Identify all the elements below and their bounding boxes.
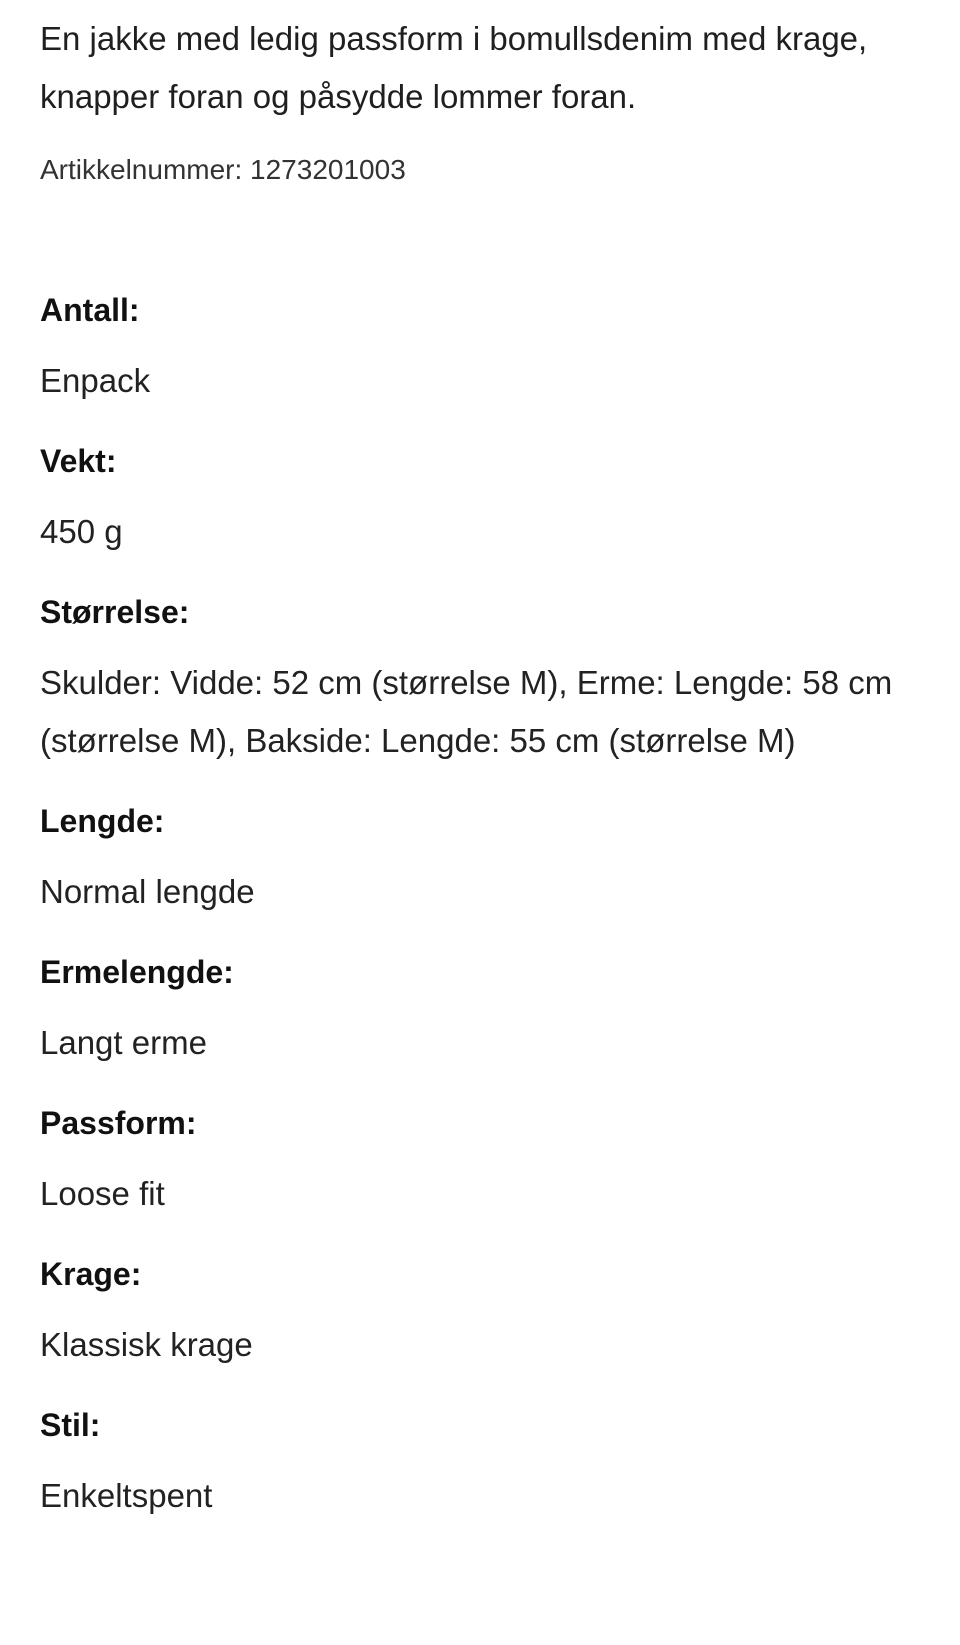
article-number: Artikkelnummer: 1273201003 (40, 154, 406, 185)
attribute-weight (40, 441, 920, 561)
attribute-length (40, 801, 920, 921)
attribute-label: Passform: (40, 1105, 197, 1141)
attribute-value: Loose fit (40, 1175, 165, 1212)
attribute-quantity (40, 290, 920, 410)
attribute-label: Lengde: (40, 803, 165, 839)
attribute-sleeve-length (40, 952, 920, 1072)
attribute-value: Enpack (40, 362, 151, 399)
attribute-value: Skulder: Vidde: 52 cm (størrelse M), Erme: Lengde: 58 cm (størrelse M), Bakside: Lengde: 55 cm (størrelse M) (40, 664, 893, 759)
attribute-list (40, 290, 920, 1525)
attribute-label: Antall: (40, 292, 140, 328)
attribute-size (40, 592, 920, 770)
attribute-label: Stil: (40, 1407, 101, 1443)
attribute-value: Enkeltspent (40, 1477, 213, 1514)
attribute-collar (40, 1254, 920, 1374)
attribute-fit (40, 1103, 920, 1223)
attribute-value: Normal lengde (40, 873, 255, 910)
attribute-label: Vekt: (40, 443, 117, 479)
attribute-value: Langt erme (40, 1024, 207, 1061)
attribute-style (40, 1405, 920, 1525)
product-details (40, 0, 920, 1556)
product-description: En jakke med ledig passform i bomullsdenim med krage, knapper foran og påsydde lommer foran. (40, 20, 868, 115)
attribute-value: 450 g (40, 513, 123, 550)
attribute-label: Krage: (40, 1256, 142, 1292)
attribute-value: Klassisk krage (40, 1326, 253, 1363)
attribute-label: Ermelengde: (40, 954, 234, 990)
attribute-label: Størrelse: (40, 594, 190, 630)
